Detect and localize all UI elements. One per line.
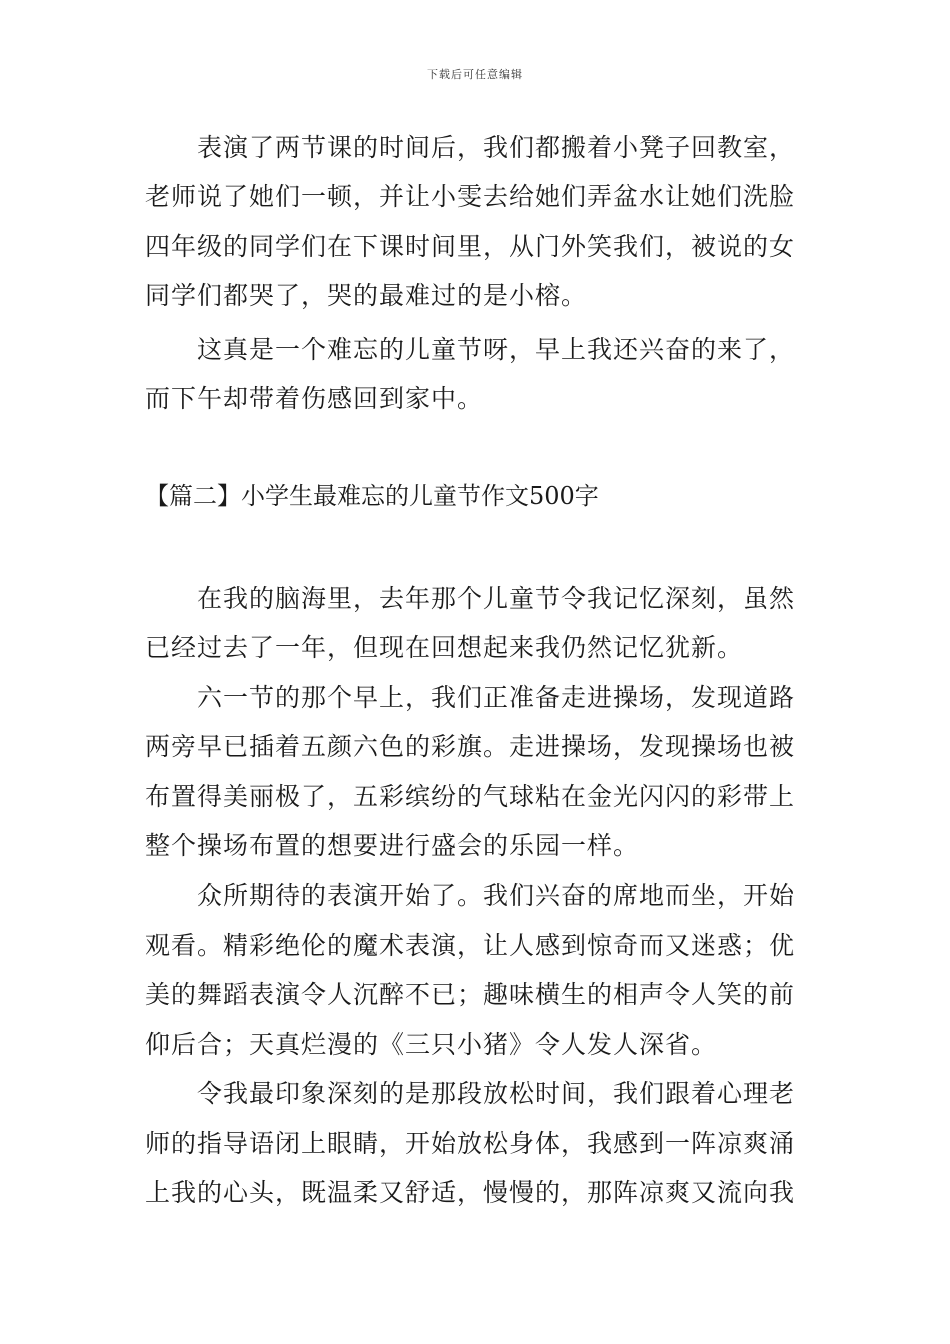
paragraph-line: 已经过去了一年，但现在回想起来我仍然记忆犹新。 [145, 633, 744, 662]
paragraph-line: 在我的脑海里，去年那个儿童节令我记忆深刻，虽然 [197, 584, 796, 613]
paragraph-line: 布置得美丽极了，五彩缤纷的气球粘在金光闪闪的彩带上 [145, 782, 796, 811]
paragraph-line: 表演了两节课的时间后，我们都搬着小凳子回教室， [197, 133, 796, 162]
paragraph-line: 同学们都哭了，哭的最难过的是小榕。 [145, 281, 588, 310]
paragraph-line: 观看。精彩绝伦的魔术表演，让人感到惊奇而又迷惑；优 [145, 931, 796, 960]
paragraph-line: 仰后合；天真烂漫的《三只小猪》令人发人深省。 [145, 1030, 718, 1059]
paragraph-line: 令我最印象深刻的是那段放松时间，我们跟着心理老 [197, 1079, 796, 1108]
paragraph-line: 上我的心头，既温柔又舒适，慢慢的，那阵凉爽又流向我 [145, 1178, 796, 1207]
paragraph-line: 四年级的同学们在下课时间里，从门外笑我们，被说的女 [145, 232, 796, 261]
paragraph-line: 老师说了她们一顿，并让小雯去给她们弄盆水让她们洗脸 [145, 182, 796, 211]
paragraph-line: 美的舞蹈表演令人沉醉不已；趣味横生的相声令人笑的前 [145, 980, 796, 1009]
paragraph-line: 六一节的那个早上，我们正准备走进操场，发现道路 [197, 683, 796, 712]
paragraph-line: 两旁早已插着五颜六色的彩旗。走进操场，发现操场也被 [145, 732, 796, 761]
paragraph-line: 而下午却带着伤感回到家中。 [145, 384, 484, 413]
paragraph-line: 这真是一个难忘的儿童节呀，早上我还兴奋的来了， [197, 335, 796, 364]
paragraph-line: 整个操场布置的想要进行盛会的乐园一样。 [145, 831, 640, 860]
section-heading: 【篇二】小学生最难忘的儿童节作文500字 [145, 482, 599, 510]
paragraph-line: 众所期待的表演开始了。我们兴奋的席地而坐，开始 [197, 881, 796, 910]
page-header: 下载后可任意编辑 [427, 68, 523, 81]
paragraph-line: 师的指导语闭上眼睛，开始放松身体，我感到一阵凉爽涌 [145, 1129, 796, 1158]
